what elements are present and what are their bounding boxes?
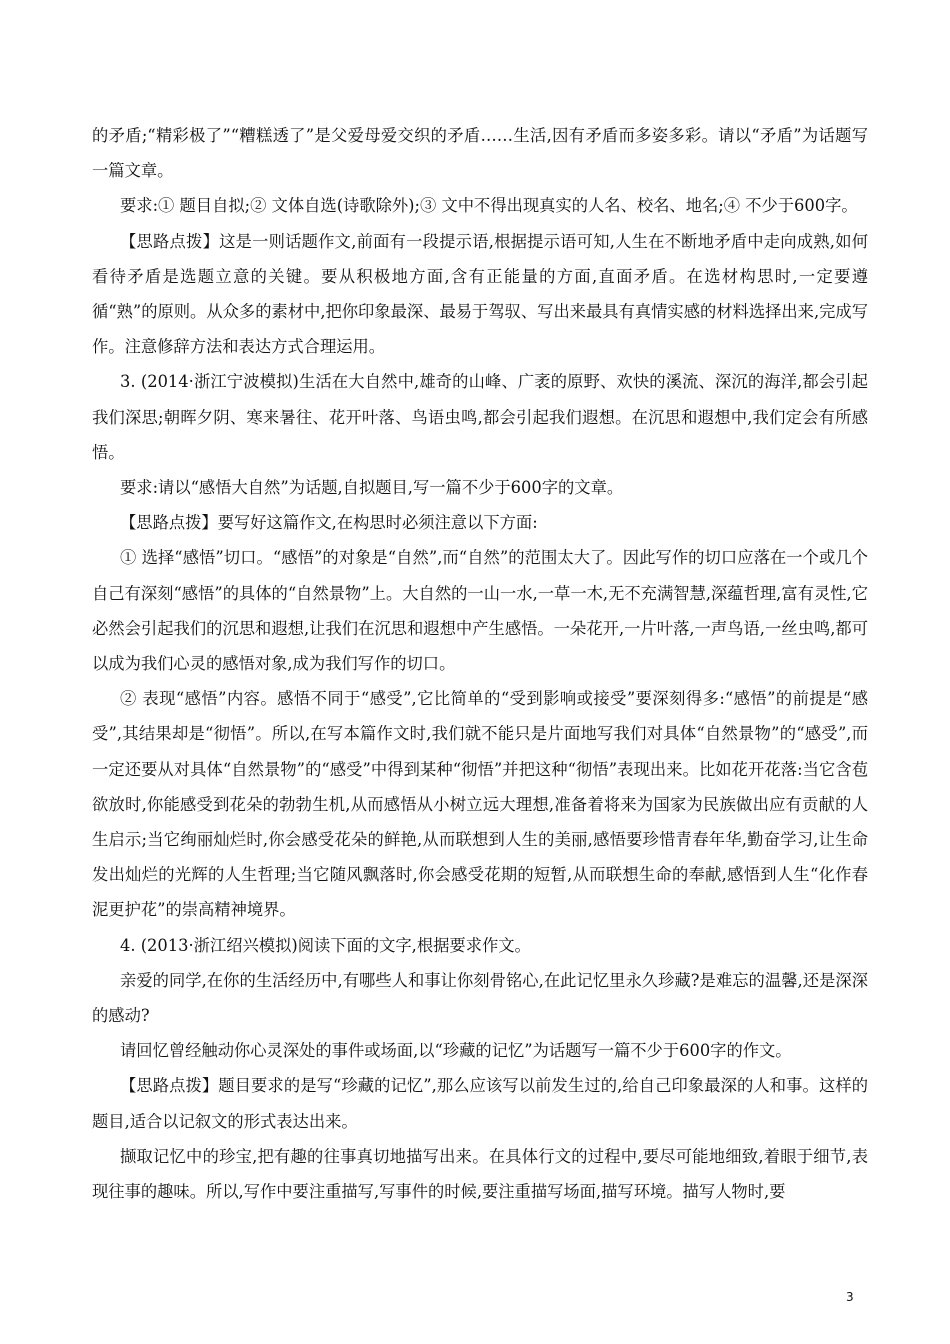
page-number: 3 (846, 1290, 854, 1304)
paragraph-4: 3. (2014·浙江宁波模拟)生活在大自然中,雄奇的山峰、广袤的原野、欢快的溪流、深沉的海洋,都会引起我们深思;朝晖夕阴、寒来暑往、花开叶落、鸟语虫鸣,都会引起我们遐想。在沉思和遐想中,我们定会有所感悟。 (92, 372, 868, 462)
paragraph-12: 【思路点拨】题目要求的是写“珍藏的记忆”,那么应该写以前发生过的,给自己印象最深的人和事。这样的题目,适合以记叙文的形式表达出来。 (92, 1076, 868, 1131)
paragraph-10: 亲爱的同学,在你的生活经历中,有哪些人和事让你刻骨铭心,在此记忆里永久珍藏?是难忘的温馨,还是深深的感动? (92, 970, 868, 1026)
paragraph-11: 请回忆曾经触动你心灵深处的事件或场面,以“珍藏的记忆”为话题写一篇不少于600字的作文。 (120, 1041, 792, 1061)
paragraph-6: 【思路点拨】要写好这篇作文,在构思时必须注意以下方面: (120, 513, 538, 533)
paragraph-13: 撷取记忆中的珍宝,把有趣的往事真切地描写出来。在具体行文的过程中,要尽可能地细致,着眼于细节,表现往事的趣味。所以,写作中要注重描写,写事件的时候,要注重描写场面,描写环境。描写人物时,要 (92, 1146, 868, 1202)
paragraph-7: ① 选择“感悟”切口。“感悟”的对象是“自然”,而“自然”的范围太大了。因此写作的切口应落在一个或几个自己有深刻“感悟”的具体的“自然景物”上。大自然的一山一水,一草一木,无不充满智慧,深蕴哲理,富有灵性,它必然会引起我们的沉思和遐想,让我们在沉思和遐想中产生感悟。一朵花开,一片叶落,一声鸟语,一丝虫鸣,都可以成为我们心灵的感悟对象,成为我们写作的切口。 (92, 548, 868, 674)
paragraph-5: 要求:请以“感悟大自然”为话题,自拟题目,写一篇不少于600字的文章。 (120, 478, 624, 498)
paragraph-9: 4. (2013·浙江绍兴模拟)阅读下面的文字,根据要求作文。 (120, 935, 531, 955)
paragraph-8: ② 表现“感悟”内容。感悟不同于“感受”,它比简单的“受到影响或接受”要深刻得多:“感悟”的前提是“感受”,其结果却是“彻悟”。所以,在写本篇作文时,我们就不能只是片面地写我们对具体“自然景物”的“感受”,而一定还要从对具体“自然景物”的“感受”中得到某种“彻悟”并把这种“彻悟”表现出来。比如花开花落:当它含苞欲放时,你能感受到花朵的勃勃生机,从而感悟从小树立远大理想,准备着将来为国家为民族做出应有贡献的人生启示;当它绚丽灿烂时,你会感受花朵的鲜艳,从而联想到人生的美丽,感悟要珍惜青春年华,勤奋学习,让生命发出灿烂的光辉的人生哲理;当它随风飘落时,你会感受花期的短暂,从而联想生命的奉献,感悟到人生“化作春泥更护花”的崇高精神境界。 (92, 689, 868, 920)
document-body (92, 118, 868, 1209)
paragraph-2: 要求:① 题目自拟;② 文体自选(诗歌除外);③ 文中不得出现真实的人名、校名、地名;④ 不少于600字。 (120, 196, 858, 216)
paragraph-1: 的矛盾;“精彩极了”“糟糕透了”是父爱母爱交织的矛盾……生活,因有矛盾而多姿多彩。请以“矛盾”为话题写一篇文章。 (92, 126, 868, 181)
paragraph-3: 【思路点拨】这是一则话题作文,前面有一段提示语,根据提示语可知,人生在不断地矛盾中走向成熟,如何看待矛盾是选题立意的关键。要从积极地方面,含有正能量的方面,直面矛盾。在选材构思时,一定要遵循“熟”的原则。从众多的素材中,把你印象最深、最易于驾驭、写出来最具有真情实感的材料选择出来,完成写作。注意修辞方法和表达方式合理运用。 (92, 231, 868, 357)
